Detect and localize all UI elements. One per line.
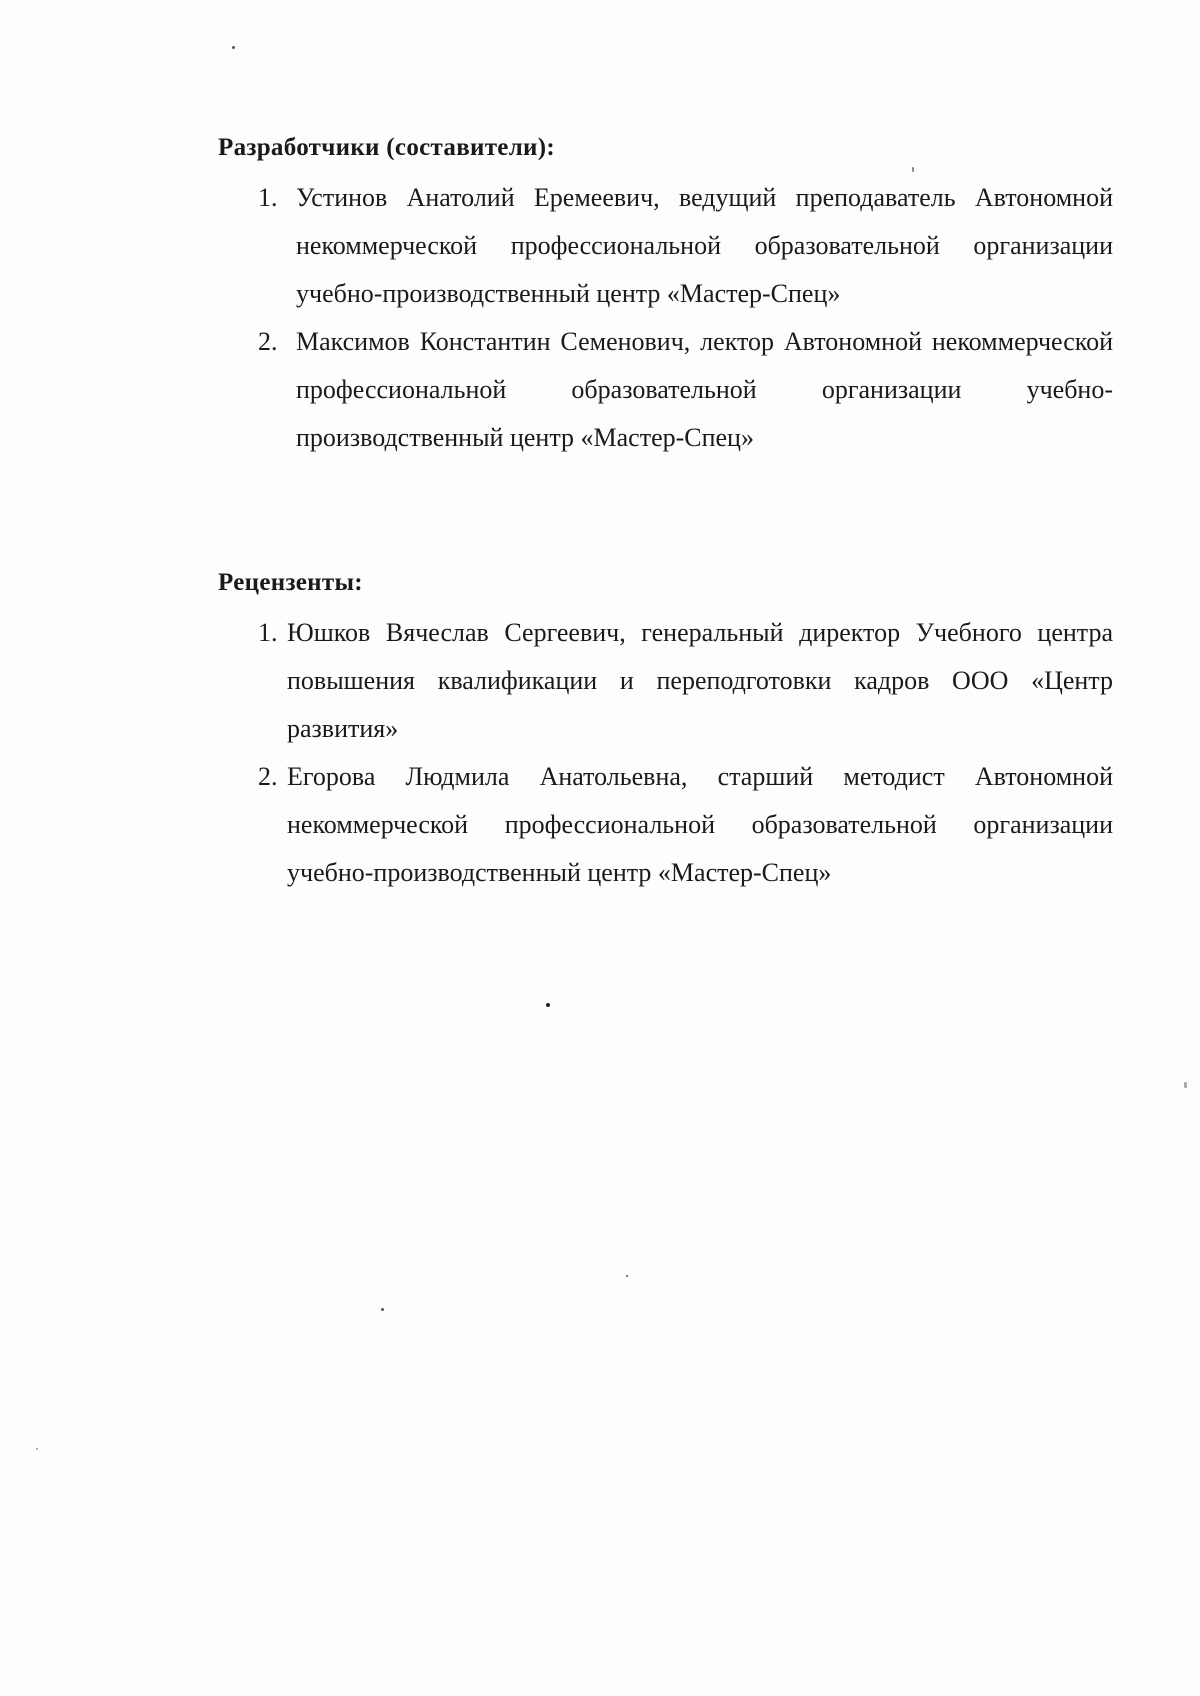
list-item-text: Егорова Людмила Анатольевна, старший методист Автономной некоммерческой профессиональной образовательной организации учебно-производственный центр «Мастер-Спец» xyxy=(287,762,1113,887)
list-item-text: Максимов Константин Семенович, лектор Автономной некоммерческой профессиональной образовательной организации учебно-производственный центр «Мастер-Спец» xyxy=(296,327,1113,452)
list-item-number: 1. xyxy=(258,618,278,647)
scan-speck xyxy=(626,1275,628,1277)
scan-speck xyxy=(381,1308,384,1311)
scan-speck xyxy=(912,167,914,172)
reviewers-section xyxy=(218,565,1113,897)
list-item xyxy=(218,318,1113,462)
scan-speck xyxy=(546,1003,550,1007)
developers-heading: Разработчики (составители): xyxy=(218,134,555,161)
list-item-number: 1. xyxy=(258,183,278,212)
list-item-number: 2. xyxy=(258,762,278,791)
reviewers-heading: Рецензенты: xyxy=(218,569,363,596)
reviewers-list xyxy=(218,609,1113,897)
list-item-number: 2. xyxy=(258,327,278,356)
list-item xyxy=(218,609,1113,753)
list-item xyxy=(218,753,1113,897)
scan-speck xyxy=(36,1448,38,1450)
list-item-text: Устинов Анатолий Еремеевич, ведущий преподаватель Автономной некоммерческой профессиональной образовательной организации учебно-производственный центр «Мастер-Спец» xyxy=(296,183,1113,308)
list-item xyxy=(218,174,1113,318)
scan-speck xyxy=(232,46,235,49)
developers-section xyxy=(218,130,1113,462)
developers-list xyxy=(218,174,1113,462)
list-item-text: Юшков Вячеслав Сергеевич, генеральный директор Учебного центра повышения квалификации и переподготовки кадров ООО «Центр развития» xyxy=(287,618,1113,743)
scan-speck xyxy=(1184,1082,1187,1088)
